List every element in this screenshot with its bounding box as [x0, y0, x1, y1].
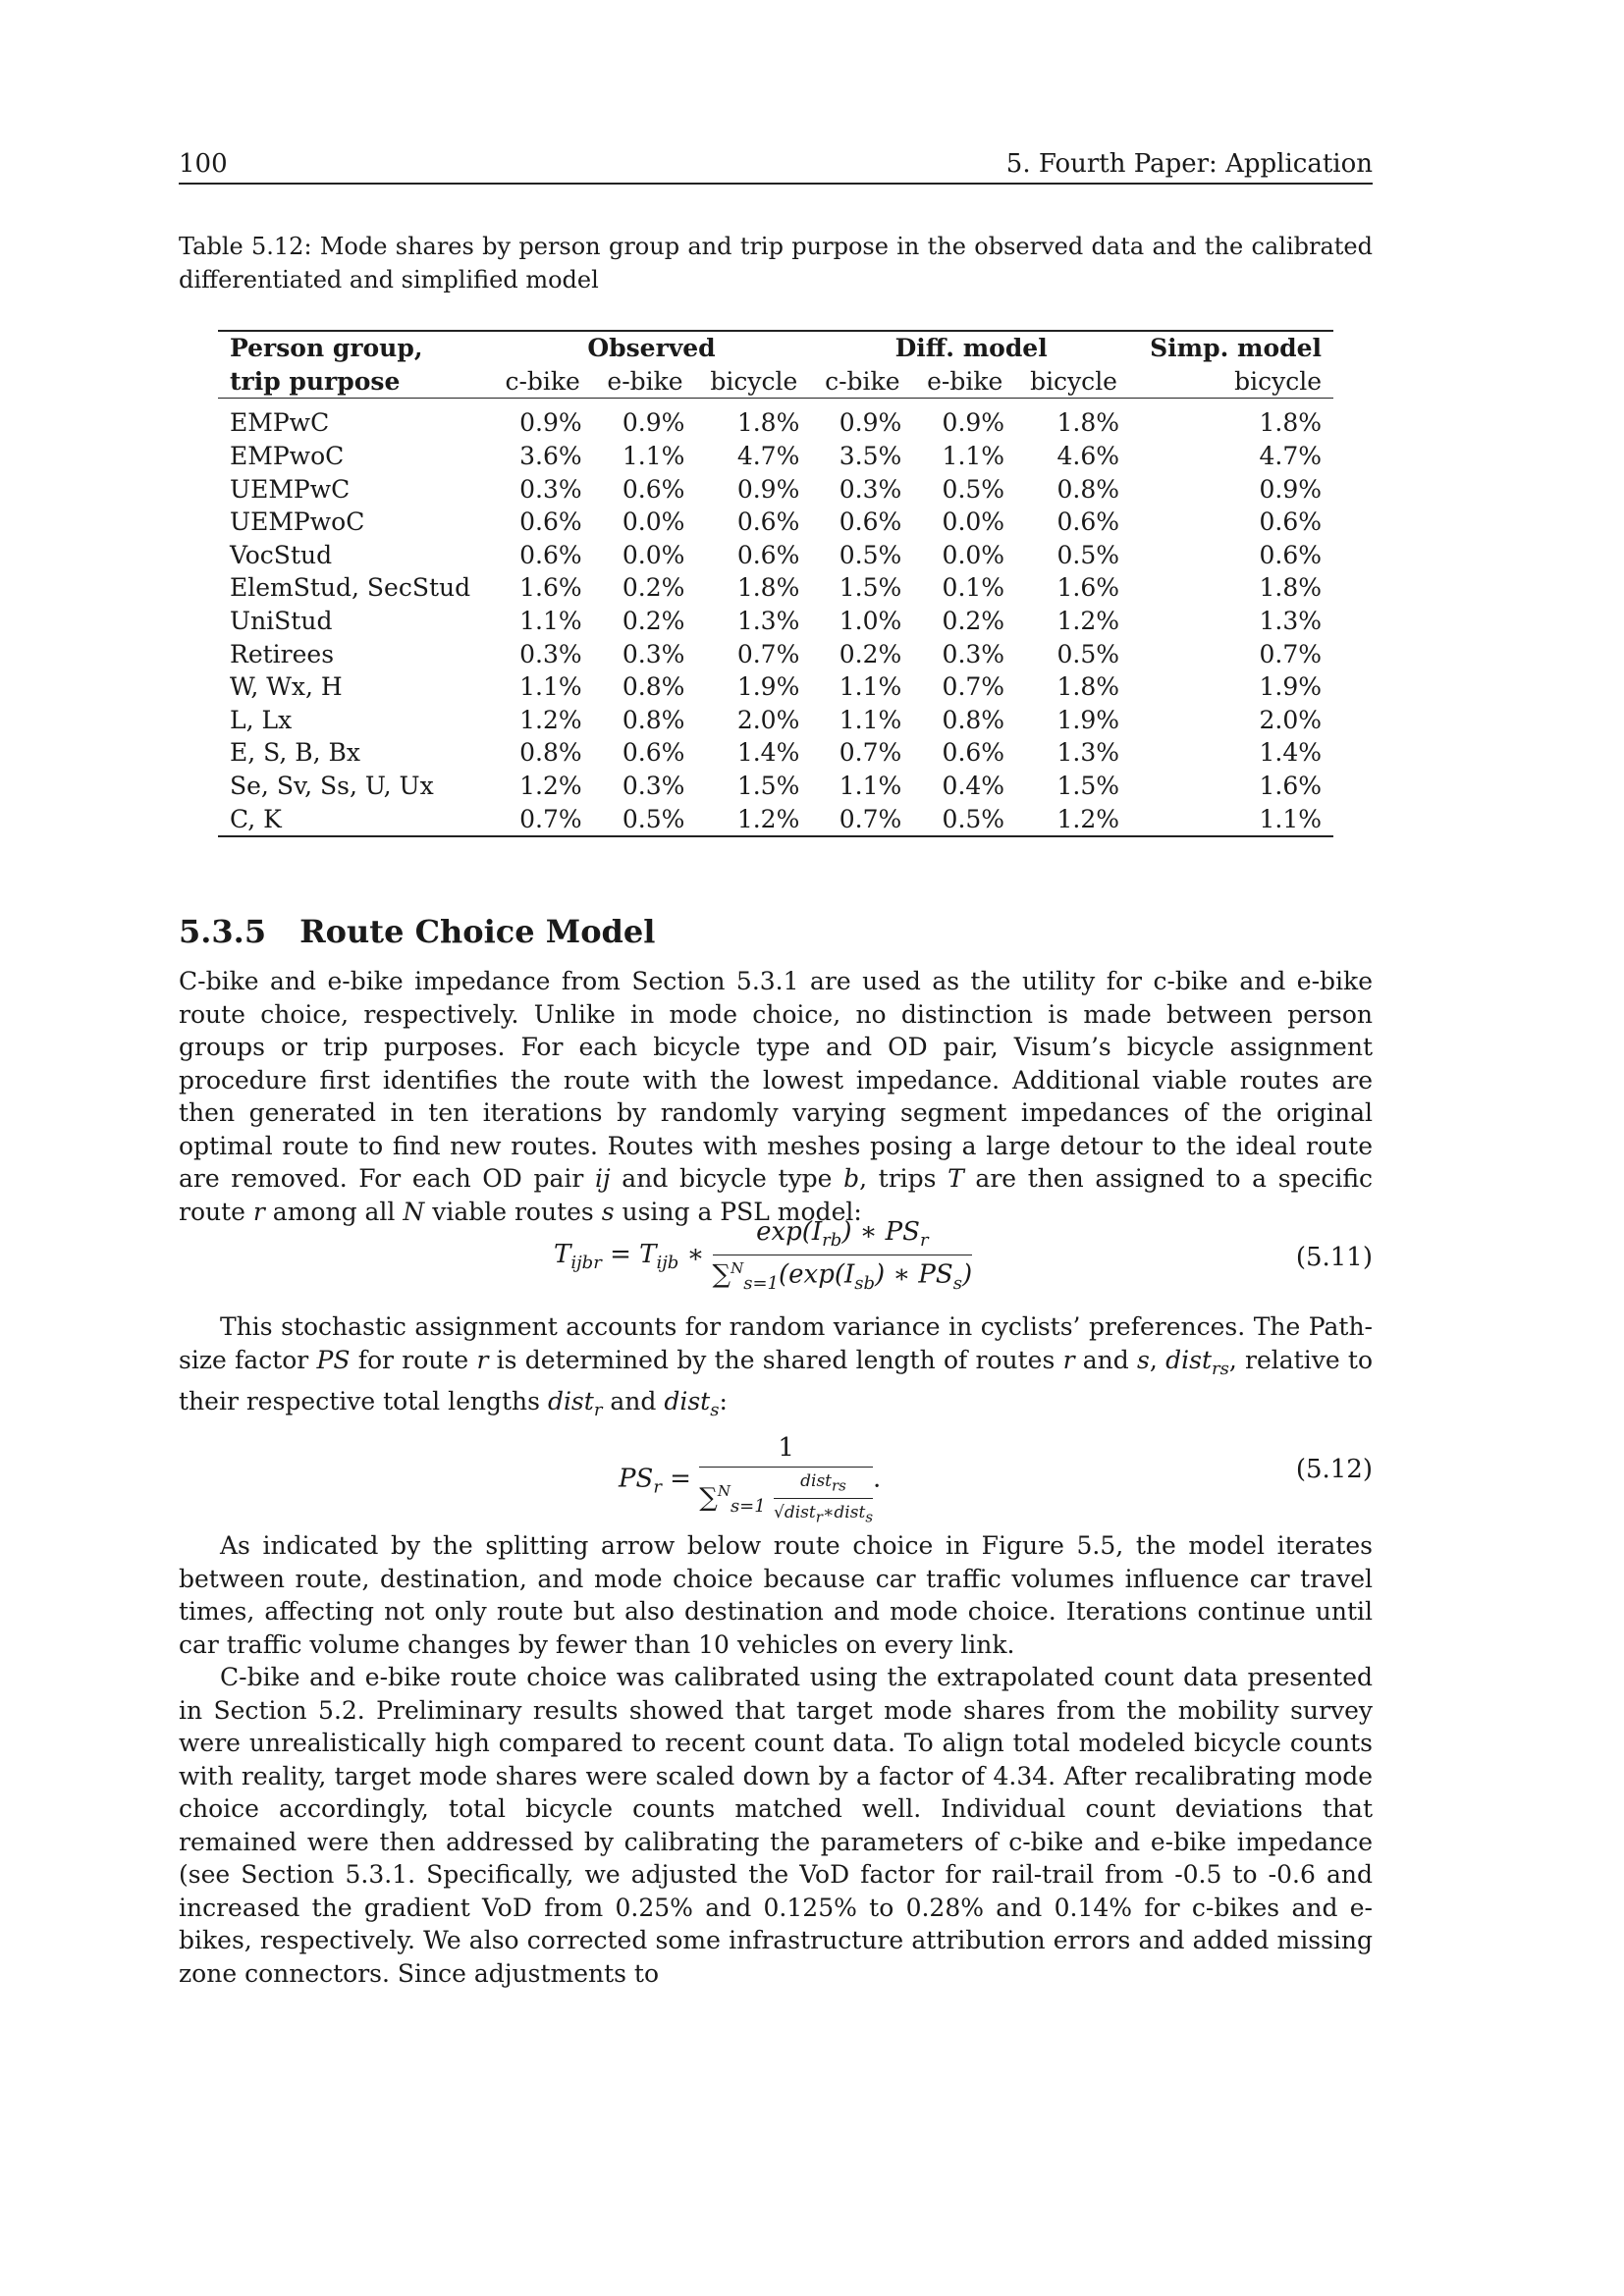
row-value-cell: 0.9%: [1259, 474, 1322, 504]
row-value-cell: 0.3%: [519, 639, 582, 668]
math-sub: s: [710, 1400, 720, 1420]
row-value-cell: 4.7%: [736, 442, 800, 471]
row-value-cell: 4.7%: [1259, 442, 1322, 471]
math-var: b: [843, 1164, 860, 1193]
table-body: [218, 399, 1333, 836]
text-run: and: [1074, 1345, 1138, 1374]
paragraph-iterations: As indicated by the splitting arrow below route choice in Figure 5.5, the model iterates between route, destination, and mode choice because car traffic volumes influence car travel times, affecting not only route but also destination and mode choice. Iterations continue until car traffic volume changes by fewer than 10 vehicles on every link.: [179, 1531, 1373, 1659]
eq-term: exp(I: [756, 1217, 823, 1247]
row-value-cell: 1.0%: [839, 607, 902, 636]
row-value-cell: 1.4%: [736, 738, 800, 768]
row-group-label: UEMPwoC: [230, 507, 365, 537]
table-row: [218, 704, 1333, 737]
row-value-cell: 0.5%: [1056, 639, 1119, 668]
eq-inner-numerator: [774, 1471, 873, 1499]
eq-term: ∗dist: [822, 1503, 866, 1523]
math-var: T: [947, 1164, 964, 1193]
equation-5-11: [179, 1217, 1373, 1296]
eq-term: PS: [619, 1464, 654, 1494]
text-run: and: [602, 1387, 665, 1415]
math-var: s: [601, 1197, 615, 1226]
row-value-cell: 0.2%: [622, 607, 685, 636]
table-row: [218, 605, 1333, 638]
eq-numerator: [713, 1217, 973, 1255]
row-value-cell: 1.8%: [1056, 672, 1119, 702]
row-value-cell: 1.8%: [1259, 408, 1322, 438]
eq-numerator: 1: [699, 1433, 873, 1468]
row-value-cell: 0.6%: [519, 507, 582, 537]
row-value-cell: 0.9%: [942, 408, 1005, 438]
text-run: using a PSL model:: [614, 1197, 862, 1226]
chapter-title: 5. Fourth Paper: Application: [1005, 149, 1373, 179]
header-person-group: Person group,: [230, 334, 423, 363]
row-value-cell: 1.2%: [519, 772, 582, 801]
eq-sub: s: [952, 1273, 962, 1295]
text-run: for route: [350, 1345, 477, 1374]
row-value-cell: 1.5%: [736, 772, 800, 801]
table-row: [218, 770, 1333, 803]
row-value-cell: 1.1%: [622, 442, 685, 471]
row-value-cell: 1.1%: [839, 672, 902, 702]
row-value-cell: 0.3%: [519, 474, 582, 504]
row-value-cell: 0.3%: [942, 639, 1005, 668]
math-var: dist: [664, 1387, 711, 1415]
row-value-cell: 0.0%: [942, 507, 1005, 537]
eq-term: ) ∗ PS: [875, 1259, 953, 1290]
row-value-cell: 1.1%: [1131, 802, 1333, 836]
row-value-cell: 0.8%: [1056, 474, 1119, 504]
equation-body: [619, 1433, 881, 1526]
row-value-cell: 0.3%: [622, 772, 685, 801]
eq-sub: r: [919, 1230, 929, 1252]
row-value-cell: 0.8%: [622, 705, 685, 734]
header-simp-model: Simp. model: [1150, 334, 1322, 363]
subheader-cell: e-bike: [913, 365, 1016, 399]
row-value-cell: 0.9%: [736, 474, 800, 504]
row-value-cell: 1.6%: [1259, 772, 1322, 801]
eq-sub: rs: [832, 1476, 846, 1495]
row-value-cell: 1.2%: [1016, 802, 1131, 836]
text-run: This stochastic assignment accounts for random variance in cyclists’ preferences. The Path-size factor: [179, 1312, 1373, 1374]
table-row: [218, 440, 1333, 473]
math-var: r: [1062, 1345, 1075, 1374]
table-row: [218, 506, 1333, 539]
row-value-cell: 0.3%: [839, 474, 902, 504]
row-group-label: W, Wx, H: [230, 672, 343, 702]
row-group-label: C, K: [218, 802, 492, 836]
header-diff-model: Diff. model: [894, 334, 1048, 363]
eq-fraction: [713, 1217, 973, 1294]
eq-sup: N: [731, 1259, 744, 1278]
row-value-cell: 2.0%: [736, 705, 800, 734]
row-value-cell: 1.6%: [519, 573, 582, 603]
row-value-cell: 0.9%: [622, 408, 685, 438]
math-var: s: [1137, 1345, 1150, 1374]
equation-number: (5.12): [1295, 1455, 1373, 1484]
row-value-cell: 0.7%: [1259, 639, 1322, 668]
row-value-cell: 1.1%: [519, 672, 582, 702]
equation-5-12: [179, 1433, 1373, 1526]
row-value-cell: 1.6%: [1056, 573, 1119, 603]
row-value-cell: 0.2%: [839, 639, 902, 668]
header-observed: Observed: [587, 334, 716, 363]
eq-inner-fraction: [774, 1471, 873, 1526]
eq-denominator: [713, 1255, 973, 1294]
math-var: N: [403, 1197, 425, 1226]
row-value-cell: 0.5%: [942, 474, 1005, 504]
subheader-cell: bicycle: [1131, 365, 1333, 399]
row-value-cell: 0.8%: [942, 705, 1005, 734]
text-run: C-bike and e-bike impedance from Section 5.3.1 are used as the utility for c-bike and e-bike route choice, respectively. Unlike in mode choice, no distinction is made between person groups or trip purposes. For each bicycle type and OD pair, Visum’s bicycle assignment procedure first identifies the route with the lowest impedance. Additional viable routes are then generated in ten iterations by randomly varying segment impedances of the original optimal route to find new routes. Routes with meshes posing a large detour to the ideal route are removed. For each OD pair: [179, 967, 1373, 1193]
row-value-cell: 1.9%: [1056, 705, 1119, 734]
table-row: [218, 736, 1333, 770]
row-group-label: EMPwC: [230, 408, 330, 438]
table-row: [218, 472, 1333, 506]
row-group-label: ElemStud, SecStud: [230, 573, 471, 603]
table-row: [218, 399, 1333, 440]
row-group-label: E, S, B, Bx: [230, 738, 361, 768]
row-value-cell: 4.6%: [1056, 442, 1119, 471]
row-value-cell: 0.6%: [1259, 540, 1322, 569]
row-value-cell: 0.6%: [1259, 507, 1322, 537]
row-value-cell: 1.8%: [1056, 408, 1119, 438]
math-var: r: [252, 1197, 265, 1226]
paragraph-calibration: C-bike and e-bike route choice was calibrated using the extrapolated count data presented in Section 5.2. Preliminary results showed that target mode shares from the mobility survey were unrealistically high compared to recent count data. To align total modeled bicycle counts with reality, target mode shares were scaled down by a factor of 4.34. After recalibrating mode choice accordingly, total bicycle counts matched well. Individual count deviations that remained were then addressed by calibrating the parameters of c-bike and e-bike impedance (see Section 5.3.1. Specifically, we adjusted the VoD factor for rail-trail from -0.5 to -0.6 and increased the gradient VoD from 0.25% and 0.125% to 0.28% and 0.14% for c-bikes and e-bikes, respectively. We also corrected some infrastructure attribution errors and added missing zone connectors. Since adjustments to: [179, 1663, 1373, 1988]
row-group-label: VocStud: [230, 540, 333, 569]
row-value-cell: 0.8%: [622, 672, 685, 702]
row-value-cell: 0.6%: [622, 738, 685, 768]
row-group-label: L, Lx: [230, 705, 293, 734]
table-row: [218, 637, 1333, 670]
table-subheader-row: [218, 365, 1333, 399]
eq-sup: N: [717, 1482, 731, 1501]
subheader-cell: e-bike: [594, 365, 697, 399]
row-group-label: UniStud: [230, 607, 333, 636]
eq-sum: ∑: [712, 1259, 731, 1290]
row-value-cell: 1.3%: [736, 607, 800, 636]
row-value-cell: 1.9%: [736, 672, 800, 702]
row-value-cell: 0.2%: [942, 607, 1005, 636]
subheader-cell: bicycle: [1016, 365, 1131, 399]
row-value-cell: 1.1%: [839, 772, 902, 801]
text-run: are then assigned to a specific route: [179, 1164, 1374, 1226]
row-value-cell: 1.8%: [736, 408, 800, 438]
text-run: and bicycle type: [610, 1164, 844, 1193]
section-heading: [179, 913, 655, 950]
row-value-cell: 0.1%: [942, 573, 1005, 603]
row-value-cell: 0.6%: [622, 474, 685, 504]
row-group-label: EMPwoC: [230, 442, 345, 471]
row-value-cell: 1.4%: [1259, 738, 1322, 768]
row-value-cell: 0.6%: [839, 507, 902, 537]
eq-term: ): [961, 1259, 973, 1290]
row-value-cell: 1.1%: [942, 442, 1005, 471]
table-header-row: [218, 331, 1333, 365]
row-value-cell: 0.6%: [942, 738, 1005, 768]
paragraph-route-choice-intro: [179, 965, 1373, 1228]
row-value-cell: 1.9%: [1259, 672, 1322, 702]
eq-period: .: [873, 1464, 882, 1494]
row-value-cell: 0.2%: [622, 573, 685, 603]
section-number: 5.3.5: [179, 913, 267, 950]
row-value-cell: 2.0%: [1259, 705, 1322, 734]
table-row: [218, 802, 1333, 836]
table-row: [218, 539, 1333, 572]
eq-sub: ijbr: [570, 1253, 602, 1274]
eq-sub: s=1: [743, 1273, 780, 1295]
row-value-cell: 0.6%: [736, 507, 800, 537]
text-run: among all: [264, 1197, 404, 1226]
eq-term: = T: [601, 1240, 657, 1270]
eq-sub: s: [865, 1508, 874, 1526]
eq-term: T: [554, 1240, 571, 1270]
running-header: [179, 147, 1373, 185]
math-sub: r: [593, 1400, 603, 1420]
math-var: PS: [316, 1345, 351, 1374]
subheader-cell: c-bike: [811, 365, 913, 399]
subheader-cell: bicycle: [696, 365, 811, 399]
header-trip-purpose: trip purpose: [218, 365, 492, 399]
eq-term: √dist: [773, 1503, 816, 1523]
eq-inner-denominator: [774, 1499, 873, 1525]
eq-sub: ijb: [656, 1253, 679, 1274]
row-value-cell: 0.5%: [1056, 540, 1119, 569]
eq-term: ) ∗ PS: [841, 1217, 920, 1247]
table-row: [218, 670, 1333, 704]
eq-sub: rb: [822, 1230, 842, 1252]
row-value-cell: 3.5%: [839, 442, 902, 471]
row-value-cell: 0.9%: [519, 408, 582, 438]
row-value-cell: 0.6%: [1056, 507, 1119, 537]
row-value-cell: 0.8%: [519, 738, 582, 768]
text-run: , relative to their respective total lengths: [179, 1345, 1373, 1415]
row-value-cell: 1.8%: [1259, 573, 1322, 603]
equation-number: (5.11): [1295, 1243, 1373, 1272]
text-run: ,: [1149, 1345, 1166, 1374]
page-number: 100: [179, 149, 228, 179]
text-run: is determined by the shared length of routes: [488, 1345, 1063, 1374]
eq-sum: ∑: [699, 1482, 718, 1513]
row-value-cell: 1.5%: [1056, 772, 1119, 801]
row-value-cell: 1.2%: [696, 802, 811, 836]
equation-body: [554, 1217, 972, 1294]
row-value-cell: 1.1%: [519, 607, 582, 636]
row-value-cell: 0.5%: [594, 802, 697, 836]
eq-sub: r: [653, 1476, 662, 1498]
row-value-cell: 1.3%: [1056, 738, 1119, 768]
paragraph-path-size: [179, 1310, 1373, 1427]
row-value-cell: 0.7%: [811, 802, 913, 836]
eq-sub: s=1: [730, 1496, 766, 1518]
mode-share-table: [218, 330, 1333, 837]
eq-op: =: [661, 1464, 700, 1494]
row-value-cell: 0.7%: [492, 802, 594, 836]
row-value-cell: 0.6%: [519, 540, 582, 569]
row-value-cell: 1.2%: [1056, 607, 1119, 636]
row-group-label: UEMPwC: [230, 474, 351, 504]
row-value-cell: 0.7%: [942, 672, 1005, 702]
section-title: Route Choice Model: [299, 913, 656, 950]
eq-sub: r: [815, 1508, 823, 1526]
row-value-cell: 0.9%: [839, 408, 902, 438]
eq-term: (exp(I: [779, 1259, 855, 1290]
text-run: viable routes: [424, 1197, 602, 1226]
row-value-cell: 0.7%: [839, 738, 902, 768]
row-value-cell: 0.5%: [839, 540, 902, 569]
row-value-cell: 0.0%: [622, 540, 685, 569]
math-var: r: [476, 1345, 489, 1374]
row-value-cell: 1.3%: [1259, 607, 1322, 636]
row-value-cell: 1.1%: [839, 705, 902, 734]
row-value-cell: 0.7%: [736, 639, 800, 668]
eq-sub: sb: [854, 1273, 876, 1295]
row-value-cell: 0.3%: [622, 639, 685, 668]
row-value-cell: 1.2%: [519, 705, 582, 734]
row-value-cell: 1.5%: [839, 573, 902, 603]
row-value-cell: 3.6%: [519, 442, 582, 471]
text-run: :: [719, 1387, 728, 1415]
row-value-cell: 1.8%: [736, 573, 800, 603]
text-run: , trips: [859, 1164, 948, 1193]
row-value-cell: 0.5%: [913, 802, 1016, 836]
row-value-cell: 0.0%: [622, 507, 685, 537]
math-var: dist: [547, 1387, 594, 1415]
row-group-label: Retirees: [230, 639, 335, 668]
eq-fraction: [699, 1433, 873, 1526]
row-value-cell: 0.0%: [942, 540, 1005, 569]
table-caption: Table 5.12: Mode shares by person group and trip purpose in the observed data and the calibrated differentiated and simplified model: [179, 233, 1373, 294]
math-var: ij: [594, 1164, 611, 1193]
row-value-cell: 0.6%: [736, 540, 800, 569]
eq-denominator: [699, 1468, 873, 1526]
table-row: [218, 571, 1333, 605]
row-value-cell: 0.4%: [942, 772, 1005, 801]
eq-term: dist: [800, 1471, 832, 1491]
row-group-label: Se, Sv, Ss, U, Ux: [230, 772, 434, 801]
subheader-cell: c-bike: [492, 365, 594, 399]
eq-op: ∗: [678, 1240, 713, 1270]
math-sub: rs: [1211, 1358, 1229, 1379]
math-var: dist: [1165, 1345, 1212, 1374]
